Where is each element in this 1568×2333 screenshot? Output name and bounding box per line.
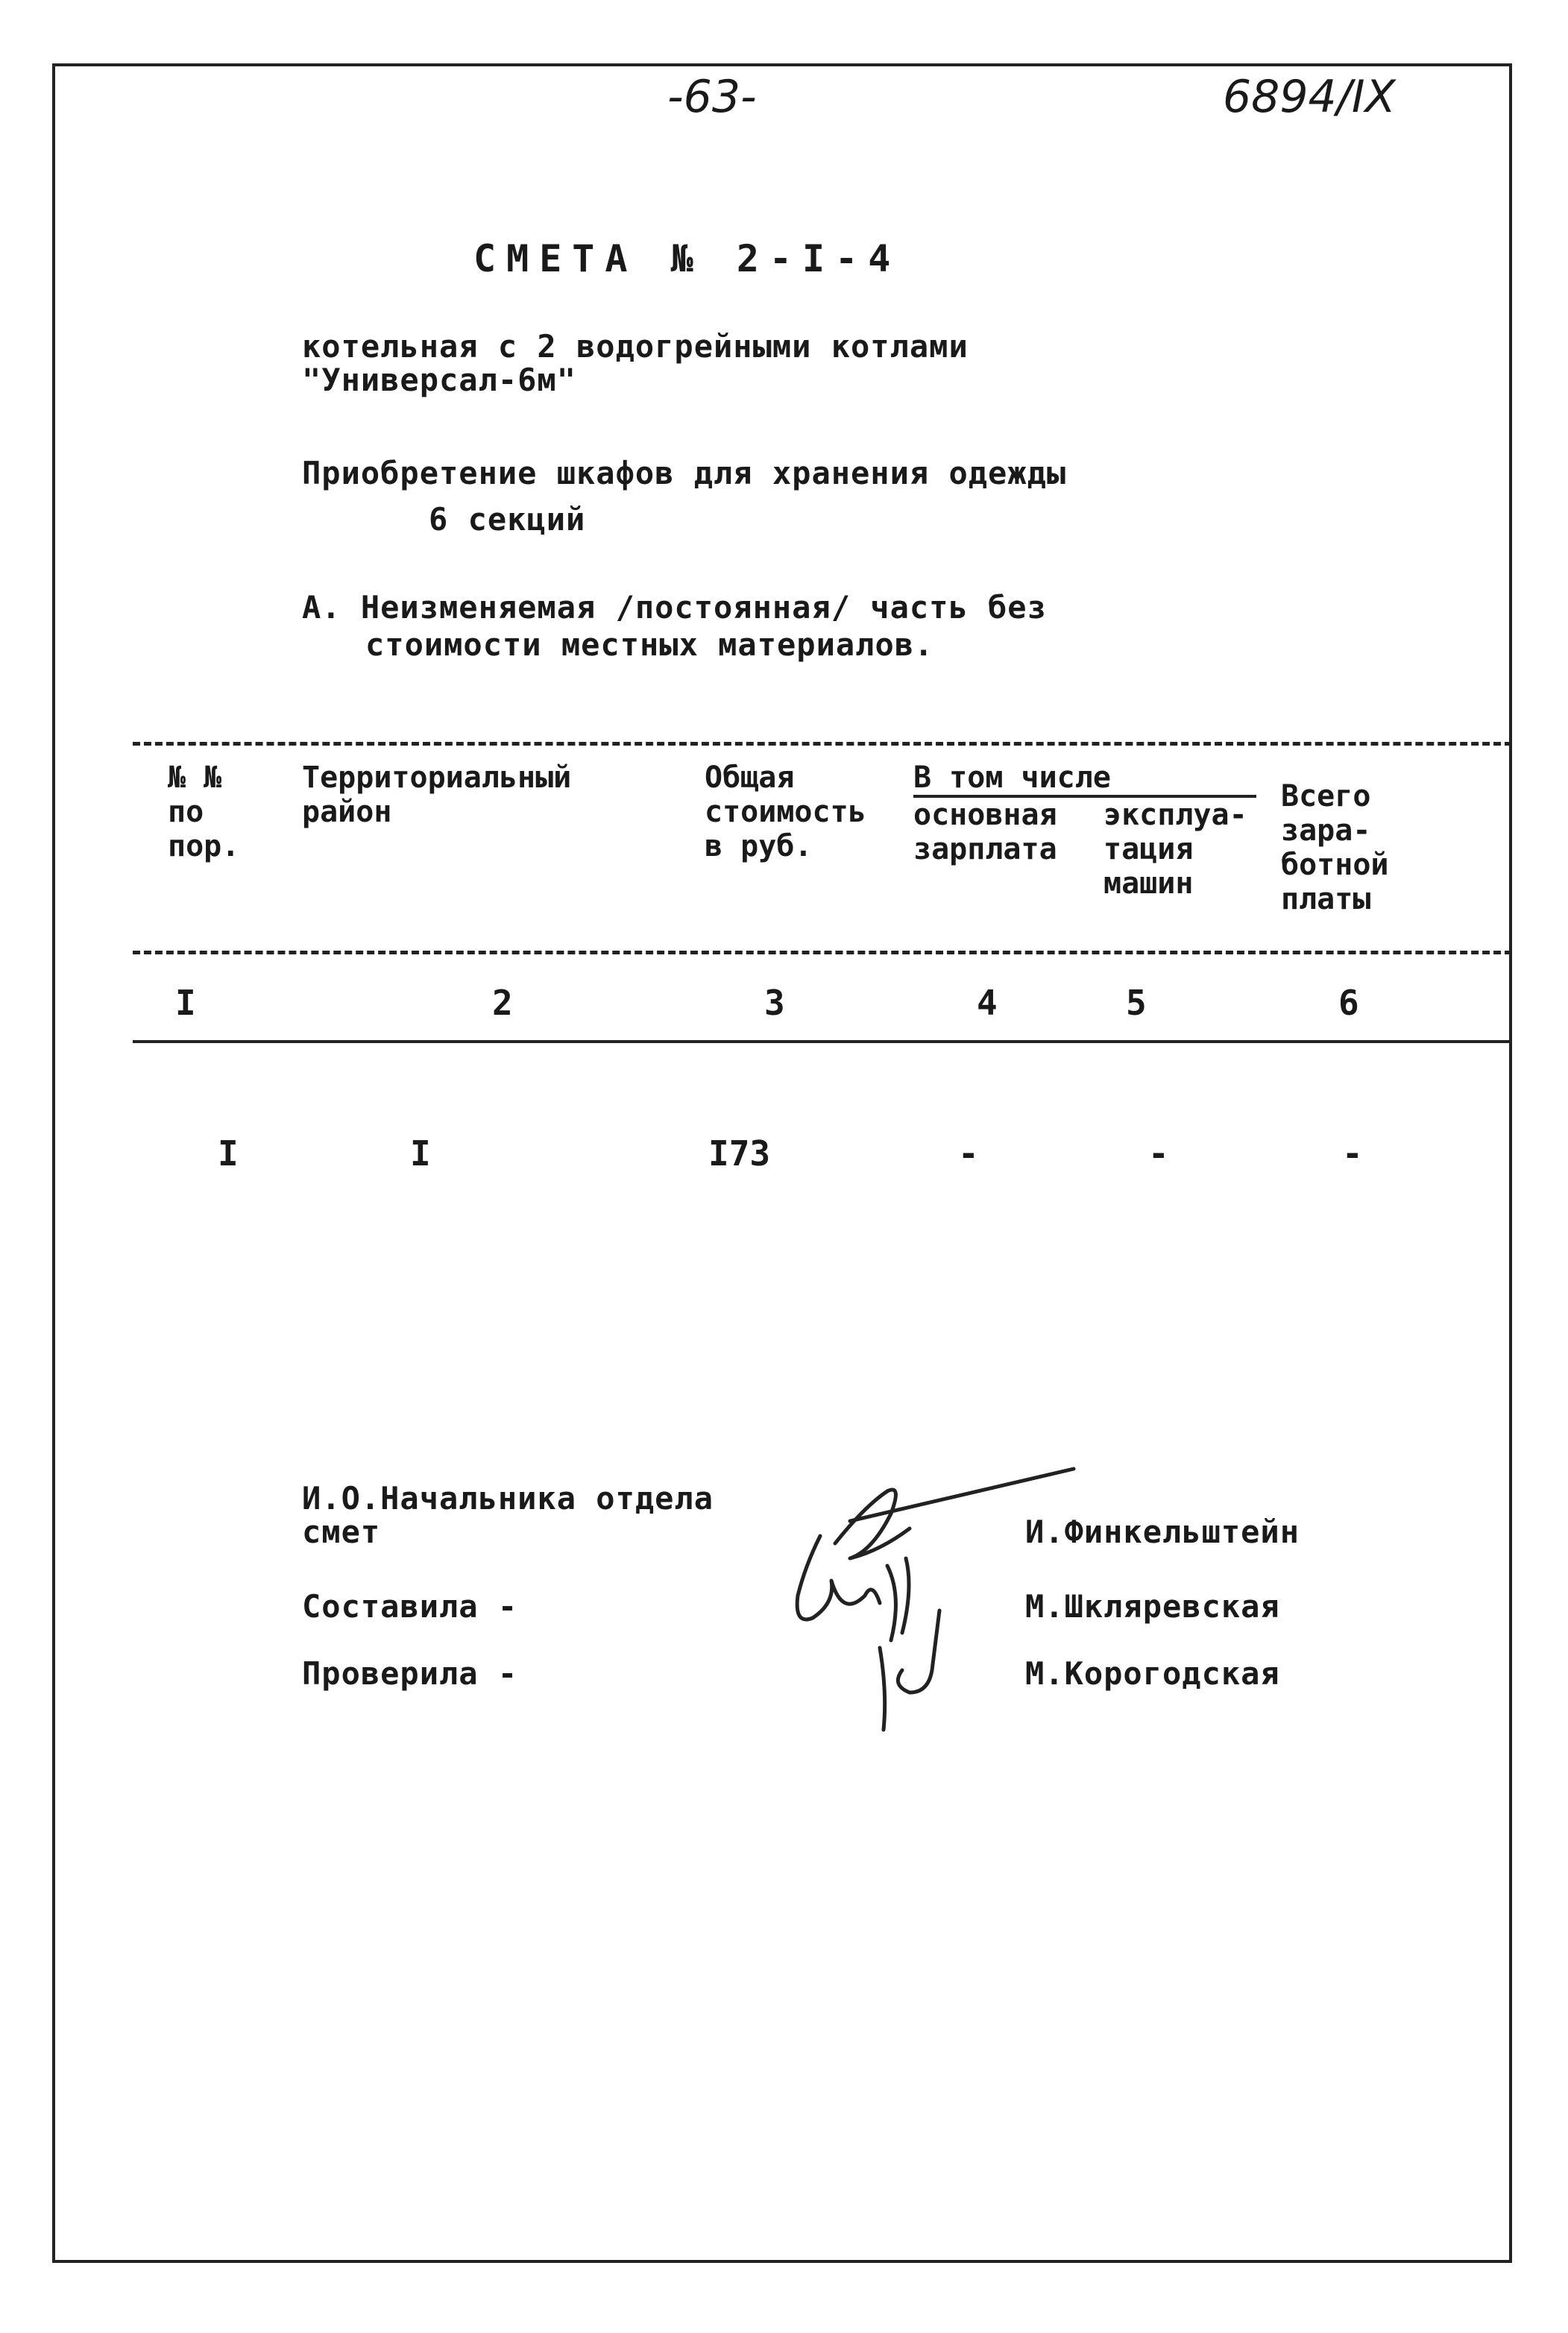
archive-number: 6894/IX [1223,71,1396,123]
row-cell-region: I [410,1133,431,1174]
purpose-line-2: 6 секций [429,501,586,538]
header-col-4: основная зарплата [913,798,1057,866]
header-group: В том числе [913,761,1256,798]
column-number-2: 2 [492,983,513,1023]
header-col-6: Всего зара- ботной платы [1281,779,1389,916]
header-col-5: эксплуа- тация машин [1103,798,1247,901]
header-bottom-rule [133,951,1512,954]
column-number-4: 4 [977,983,998,1023]
page-number: -63- [667,71,757,123]
row-cell-machine-operation: - [1148,1133,1169,1174]
header-col-1: № № по пор. [168,761,240,863]
row-cell-total-wages: - [1342,1133,1363,1174]
column-number-6: 6 [1338,983,1359,1023]
header-col-2: Территориальный район [302,761,572,829]
row-cell-base-salary: - [958,1133,979,1174]
signature-compiled-stroke [887,1558,909,1640]
column-number-3: 3 [764,983,785,1023]
handwritten-signatures [761,1446,1103,1782]
head-name: И.Финкельштейн [1025,1514,1300,1550]
purpose-line-1: Приобретение шкафов для хранения одежды [302,455,1067,491]
signature-checked [880,1611,939,1730]
column-number-5: 5 [1126,983,1147,1023]
section-line-1: А. Неизменяемая /постоянная/ часть без [302,589,1047,626]
checked-label: Проверила - [302,1655,518,1692]
subtitle-line-1: котельная с 2 водогрейными котлами [302,328,969,365]
head-label-line-1: И.О.Начальника отдела [302,1480,714,1517]
table-top-rule [133,742,1512,746]
row-cell-number: I [218,1133,239,1174]
column-number-1: I [175,983,196,1023]
checked-name: М.Корогодская [1025,1655,1280,1692]
page-border [52,63,1512,2263]
header-col-3: Общая стоимость в руб. [705,761,866,863]
document-title: СМЕТА № 2-I-4 [473,237,901,280]
signature-head [835,1490,910,1558]
column-numbers-rule [133,1040,1512,1043]
compiled-name: М.Шкляревская [1025,1588,1280,1625]
subtitle-line-2: "Универсал-6м" [302,362,577,398]
row-cell-total-cost: I73 [708,1133,771,1174]
head-label-line-2: смет [302,1514,381,1550]
section-line-2: стоимости местных материалов. [365,626,934,663]
compiled-label: Составила - [302,1588,518,1625]
